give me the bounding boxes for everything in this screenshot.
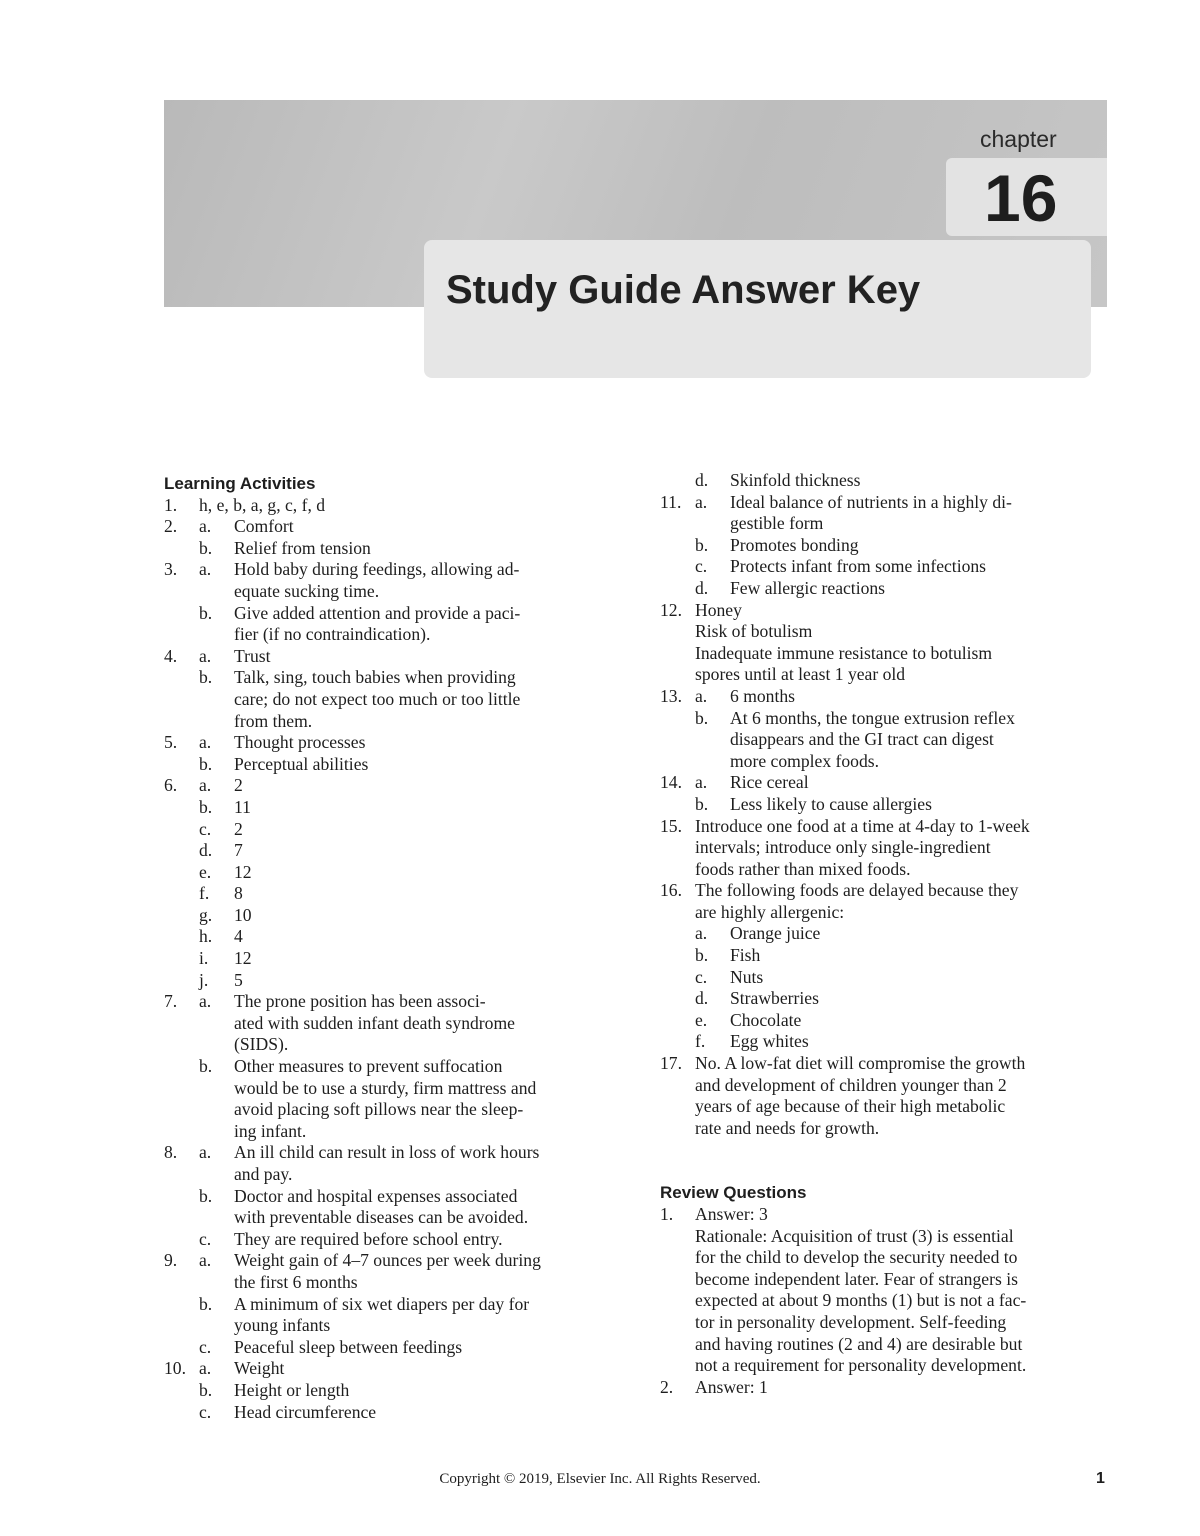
sub-item-text: Rice cereal	[730, 772, 809, 793]
sub-item-letter: i.	[199, 948, 209, 969]
sub-item-text: The prone position has been associ-	[234, 991, 486, 1012]
item-number: 13.	[660, 685, 682, 706]
page-number: 1	[1096, 1470, 1105, 1487]
sub-item-text: from them.	[234, 710, 313, 731]
sub-item-letter: b.	[199, 1379, 213, 1400]
sub-item-body	[234, 538, 619, 560]
sub-item	[199, 840, 619, 862]
sub-item-letter: b.	[695, 945, 709, 966]
sub-item-text: 8	[234, 883, 243, 904]
sub-item-letter: d.	[199, 840, 213, 861]
sub-item-text: Weight gain of 4–7 ounces per week during	[234, 1250, 541, 1271]
answer-item	[164, 991, 619, 1142]
sub-item	[695, 967, 1115, 989]
sub-item-text: Peaceful sleep between feedings	[234, 1336, 463, 1357]
sub-item-text: would be to use a sturdy, firm mattress and	[234, 1077, 537, 1098]
sub-item-letter: a.	[199, 775, 212, 796]
sub-item-body	[234, 1186, 619, 1229]
sub-item	[695, 578, 1115, 600]
sub-item-text: Doctor and hospital expenses associated	[234, 1185, 518, 1206]
sub-item	[199, 1337, 619, 1359]
sub-item-text: Height or length	[234, 1379, 350, 1400]
item-text: intervals; introduce only single-ingredient	[695, 837, 991, 858]
item-number: 2.	[164, 516, 178, 537]
sub-item-text: Hold baby during feedings, allowing ad-	[234, 559, 520, 580]
chapter-number: 16	[984, 161, 1058, 235]
item-text: Answer: 3	[695, 1204, 768, 1224]
item-text: spores until at least 1 year old	[695, 664, 906, 685]
sub-item	[199, 516, 619, 538]
sub-item-text: Protects infant from some infections	[730, 556, 987, 577]
item-number: 14.	[660, 772, 682, 793]
sub-item-text: Relief from tension	[234, 537, 371, 558]
sub-item	[695, 492, 1115, 535]
sub-item-letter: d.	[695, 577, 709, 598]
sub-item-text: Less likely to cause allergies	[730, 793, 932, 814]
item-body	[695, 470, 1115, 492]
sub-item-text: ated with sudden infant death syndrome	[234, 1012, 515, 1033]
sub-item-body	[730, 1031, 1115, 1053]
sub-item	[695, 923, 1115, 945]
answer-item	[660, 600, 1115, 686]
item-body	[199, 1358, 619, 1423]
right-column	[660, 470, 1115, 1398]
sub-item-body	[730, 492, 1115, 535]
sub-item	[199, 948, 619, 970]
sub-item-text: Promotes bonding	[730, 534, 859, 555]
sub-item-letter: a.	[199, 1142, 212, 1163]
sub-item-letter: b.	[199, 1293, 213, 1314]
copyright-notice: Copyright © 2019, Elsevier Inc. All Rights Reserved.	[439, 1471, 761, 1487]
sub-item-text: with preventable diseases can be avoided.	[234, 1207, 529, 1228]
sub-item	[695, 686, 1115, 708]
sub-item-letter: c.	[199, 1228, 212, 1249]
item-body	[199, 1250, 619, 1358]
sub-item-body	[234, 948, 619, 970]
sub-item-letter: a.	[199, 732, 212, 753]
sub-item	[199, 1229, 619, 1251]
sub-item-body	[234, 970, 619, 992]
item-body	[199, 775, 619, 991]
sub-item-body	[730, 945, 1115, 967]
answer-item	[164, 1250, 619, 1358]
sub-item-letter: a.	[199, 559, 212, 580]
sub-item-text: (SIDS).	[234, 1034, 289, 1055]
sub-item-letter: c.	[695, 556, 708, 577]
sub-item-body	[730, 578, 1115, 600]
item-body	[199, 732, 619, 775]
sub-item-text: 2	[234, 775, 243, 796]
sub-item-text: Comfort	[234, 516, 294, 537]
sub-item-body	[234, 1358, 619, 1380]
sub-item-letter: a.	[199, 1358, 212, 1379]
section-heading-review-questions: Review Questions	[660, 1183, 807, 1203]
sub-item-letter: b.	[199, 1185, 213, 1206]
sub-item-body	[234, 1294, 619, 1337]
sub-item-letter: d.	[695, 470, 709, 490]
item-body	[695, 492, 1115, 600]
sub-item-text: 7	[234, 840, 243, 861]
sub-item-letter: b.	[199, 1056, 213, 1077]
sub-item-body	[234, 1056, 619, 1142]
sub-item	[695, 1031, 1115, 1053]
item-number: 1.	[164, 494, 178, 515]
sub-item-letter: e.	[199, 861, 212, 882]
item-number: 9.	[164, 1250, 178, 1271]
item-number: 15.	[660, 815, 682, 836]
answer-item	[660, 1204, 1115, 1377]
item-number: 5.	[164, 732, 178, 753]
sub-item-letter: a.	[199, 516, 212, 537]
sub-item-body	[234, 1380, 619, 1402]
left-column	[164, 473, 619, 1423]
item-number: 4.	[164, 645, 178, 666]
sub-item-letter: d.	[695, 988, 709, 1009]
sub-item-body	[730, 988, 1115, 1010]
sub-item-letter: c.	[695, 966, 708, 987]
item-text: for the child to develop the security needed to	[695, 1247, 1018, 1268]
answer-item	[660, 470, 1115, 492]
sub-item-text: and pay.	[234, 1164, 293, 1184]
sub-item-letter: e.	[695, 1009, 708, 1030]
item-text: years of age because of their high metabolic	[695, 1096, 1006, 1117]
sub-item-text: Perceptual abilities	[234, 753, 369, 774]
sub-item-body	[234, 754, 619, 776]
sub-item-text: ing infant.	[234, 1120, 307, 1141]
sub-item	[199, 1294, 619, 1337]
sub-item-letter: a.	[695, 772, 708, 793]
sub-item-text: Other measures to prevent suffocation	[234, 1056, 503, 1077]
item-body	[695, 1377, 1115, 1399]
sub-item-body	[234, 883, 619, 905]
sub-item-text: Skinfold thickness	[730, 470, 861, 490]
sub-item-letter: f.	[199, 883, 210, 904]
sub-item-body	[730, 794, 1115, 816]
sub-item-letter: b.	[199, 796, 213, 817]
sub-item-text: equate sucking time.	[234, 580, 380, 601]
sub-item-body	[234, 862, 619, 884]
sub-item-text: 11	[234, 796, 251, 817]
chapter-number-box	[946, 158, 1107, 236]
sub-item-text: Weight	[234, 1358, 285, 1379]
sub-item-text: Nuts	[730, 966, 764, 987]
sub-item-text: 4	[234, 926, 243, 947]
item-text: Introduce one food at a time at 4-day to 1-week	[695, 815, 1030, 836]
sub-item	[199, 905, 619, 927]
item-body	[199, 559, 619, 645]
sub-item	[695, 945, 1115, 967]
sub-item-letter: a.	[695, 923, 708, 944]
sub-item	[199, 538, 619, 560]
sub-item-text: the first 6 months	[234, 1271, 358, 1292]
sub-item-letter: b.	[695, 793, 709, 814]
sub-item	[199, 1186, 619, 1229]
item-number: 3.	[164, 559, 178, 580]
sub-item-text: Orange juice	[730, 923, 821, 944]
sub-item-letter: c.	[199, 1336, 212, 1357]
sub-item-body	[234, 646, 619, 668]
item-text: and having routines (2 and 4) are desirable but	[695, 1333, 1023, 1354]
sub-item-text: Trust	[234, 645, 271, 666]
sub-item-letter: a.	[199, 1250, 212, 1271]
sub-item-letter: b.	[199, 602, 213, 623]
sub-item	[199, 819, 619, 841]
sub-item-letter: h.	[199, 926, 213, 947]
sub-item-letter: f.	[695, 1031, 706, 1052]
sub-item-body	[730, 772, 1115, 794]
answer-item	[164, 1358, 619, 1423]
sub-item-text: 12	[234, 948, 252, 969]
sub-item-text: They are required before school entry.	[234, 1228, 503, 1249]
answer-item	[660, 880, 1115, 1053]
sub-item	[199, 732, 619, 754]
sub-item	[199, 603, 619, 646]
sub-item	[199, 1142, 619, 1185]
sub-item-body	[730, 967, 1115, 989]
item-text: expected at about 9 months (1) but is not a fac-	[695, 1290, 1027, 1311]
item-body	[199, 495, 619, 517]
item-text: rate and needs for growth.	[695, 1117, 880, 1138]
sub-item-body	[730, 470, 1115, 492]
item-body	[695, 816, 1115, 881]
sub-item-body	[234, 1229, 619, 1251]
sub-item-body	[234, 1402, 619, 1424]
sub-item-text: At 6 months, the tongue extrusion reflex	[730, 707, 1015, 728]
sub-item-body	[730, 708, 1115, 773]
sub-item-letter: j.	[199, 969, 209, 990]
sub-item	[199, 991, 619, 1056]
learning-activities-list-continued	[660, 470, 1115, 1139]
sub-item-body	[234, 991, 619, 1056]
sub-item-text: young infants	[234, 1315, 331, 1336]
sub-item	[199, 926, 619, 948]
sub-item	[199, 797, 619, 819]
sub-item-text: Ideal balance of nutrients in a highly di-	[730, 491, 1012, 512]
sub-item	[695, 794, 1115, 816]
sub-item-text: An ill child can result in loss of work hours	[234, 1142, 540, 1163]
sub-item-body	[234, 603, 619, 646]
sub-item-body	[234, 1142, 619, 1185]
sub-item-body	[234, 559, 619, 602]
sub-item	[199, 1380, 619, 1402]
sub-item-body	[234, 667, 619, 732]
sub-item-body	[234, 797, 619, 819]
item-body	[695, 772, 1115, 815]
sub-item-text: Strawberries	[730, 988, 819, 1009]
sub-item-letter: g.	[199, 904, 213, 925]
item-number: 12.	[660, 599, 682, 620]
item-text: tor in personality development. Self-feeding	[695, 1311, 1007, 1332]
sub-item-text: Head circumference	[234, 1401, 377, 1422]
sub-item-body	[234, 1250, 619, 1293]
item-text: are highly allergenic:	[695, 901, 845, 922]
item-number: 7.	[164, 991, 178, 1012]
item-number: 10.	[164, 1358, 186, 1379]
sub-item	[695, 556, 1115, 578]
sub-item	[695, 988, 1115, 1010]
sub-item	[695, 708, 1115, 773]
sub-item-text: Chocolate	[730, 1009, 802, 1030]
item-text: become independent later. Fear of strangers is	[695, 1268, 1018, 1289]
item-text: Answer: 1	[695, 1376, 768, 1397]
sub-item-letter: a.	[695, 685, 708, 706]
sub-item-text: 6 months	[730, 685, 796, 706]
item-body	[199, 1142, 619, 1250]
answer-item	[660, 816, 1115, 881]
sub-item	[199, 559, 619, 602]
sub-item-letter: a.	[695, 491, 708, 512]
sub-item-letter: b.	[199, 667, 213, 688]
item-number: 11.	[660, 491, 682, 512]
sub-item-body	[730, 556, 1115, 578]
item-number: 2.	[660, 1376, 674, 1397]
section-heading-learning-activities: Learning Activities	[164, 474, 316, 493]
answer-item	[660, 1377, 1115, 1399]
sub-item-text: care; do not expect too much or too little	[234, 688, 521, 709]
item-text: The following foods are delayed because they	[695, 880, 1019, 901]
answer-item	[164, 495, 619, 517]
item-body	[199, 516, 619, 559]
item-number: 16.	[660, 880, 682, 901]
sub-item	[199, 1358, 619, 1380]
item-text: foods rather than mixed foods.	[695, 858, 911, 879]
sub-item-body	[234, 1337, 619, 1359]
item-body	[695, 686, 1115, 772]
answer-item	[660, 686, 1115, 772]
answer-item	[660, 772, 1115, 815]
sub-item-body	[234, 926, 619, 948]
sub-item-text: 5	[234, 969, 243, 990]
sub-item-body	[234, 732, 619, 754]
chapter-label: chapter	[980, 126, 1057, 152]
review-questions-list	[660, 1204, 1115, 1398]
sub-item-letter: c.	[199, 1401, 212, 1422]
sub-item	[695, 1010, 1115, 1032]
sub-item-text: avoid placing soft pillows near the sleep-	[234, 1099, 524, 1120]
sub-item-text: 2	[234, 818, 243, 839]
item-body	[199, 646, 619, 732]
sub-item-text: 12	[234, 861, 252, 882]
item-text: Inadequate immune resistance to botulism	[695, 642, 993, 663]
sub-item	[199, 1402, 619, 1424]
item-number: 8.	[164, 1142, 178, 1163]
sub-item	[199, 1250, 619, 1293]
answer-item	[164, 516, 619, 559]
sub-item-letter: b.	[695, 707, 709, 728]
page-title: Study Guide Answer Key	[446, 268, 921, 312]
answer-item	[164, 646, 619, 732]
sub-item-text: disappears and the GI tract can digest	[730, 729, 994, 750]
answer-item	[164, 1142, 619, 1250]
item-body	[695, 1053, 1115, 1139]
sub-item	[199, 862, 619, 884]
sub-item-body	[730, 1010, 1115, 1032]
sub-item	[695, 772, 1115, 794]
sub-item-text: gestible form	[730, 513, 824, 534]
sub-item-body	[234, 819, 619, 841]
item-body	[199, 991, 619, 1142]
sub-item-text: Give added attention and provide a paci-	[234, 602, 521, 623]
sub-item-body	[730, 686, 1115, 708]
sub-item	[199, 883, 619, 905]
item-body	[695, 1204, 1115, 1377]
sub-item-letter: a.	[199, 991, 212, 1012]
item-text: Honey	[695, 599, 742, 620]
answer-item	[660, 1053, 1115, 1139]
sub-item-text: fier (if no contraindication).	[234, 624, 431, 645]
sub-item-body	[234, 775, 619, 797]
item-text: not a requirement for personality development.	[695, 1355, 1027, 1376]
sub-item	[199, 754, 619, 776]
sub-item	[695, 470, 1115, 492]
item-number: 6.	[164, 775, 178, 796]
item-text: h, e, b, a, g, c, f, d	[199, 494, 326, 515]
sub-item-body	[234, 840, 619, 862]
sub-item	[199, 970, 619, 992]
sub-item-text: A minimum of six wet diapers per day for	[234, 1293, 530, 1314]
sub-item-letter: b.	[199, 753, 213, 774]
learning-activities-list	[164, 495, 619, 1424]
item-body	[695, 880, 1115, 1053]
item-text: Rationale: Acquisition of trust (3) is essential	[695, 1225, 1014, 1246]
sub-item-letter: b.	[199, 537, 213, 558]
sub-item-text: Talk, sing, touch babies when providing	[234, 667, 516, 688]
sub-item-body	[730, 535, 1115, 557]
item-text: No. A low-fat diet will compromise the growth	[695, 1053, 1026, 1074]
section-gap	[660, 1139, 1115, 1182]
item-number: 17.	[660, 1053, 682, 1074]
sub-item	[199, 646, 619, 668]
sub-item-text: 10	[234, 904, 252, 925]
sub-item-letter: a.	[199, 645, 212, 666]
sub-item-text: Fish	[730, 945, 761, 966]
sub-item-letter: b.	[695, 534, 709, 555]
sub-item-body	[234, 905, 619, 927]
item-body	[695, 600, 1115, 686]
sub-item-text: more complex foods.	[730, 750, 880, 771]
sub-item	[695, 535, 1115, 557]
item-text: Risk of botulism	[695, 621, 813, 642]
item-text: and development of children younger than 2	[695, 1074, 1007, 1095]
sub-item	[199, 1056, 619, 1142]
sub-item-body	[234, 516, 619, 538]
title-box	[424, 240, 1091, 378]
answer-item	[660, 492, 1115, 600]
answer-item	[164, 732, 619, 775]
answer-item	[164, 559, 619, 645]
sub-item	[199, 775, 619, 797]
sub-item	[199, 667, 619, 732]
sub-item-letter: c.	[199, 818, 212, 839]
sub-item-body	[730, 923, 1115, 945]
sub-item-text: Few allergic reactions	[730, 577, 886, 598]
item-number: 1.	[660, 1204, 674, 1224]
item-number	[660, 470, 695, 492]
answer-item	[164, 775, 619, 991]
sub-item-text: Thought processes	[234, 732, 366, 753]
sub-item-text: Egg whites	[730, 1031, 809, 1052]
